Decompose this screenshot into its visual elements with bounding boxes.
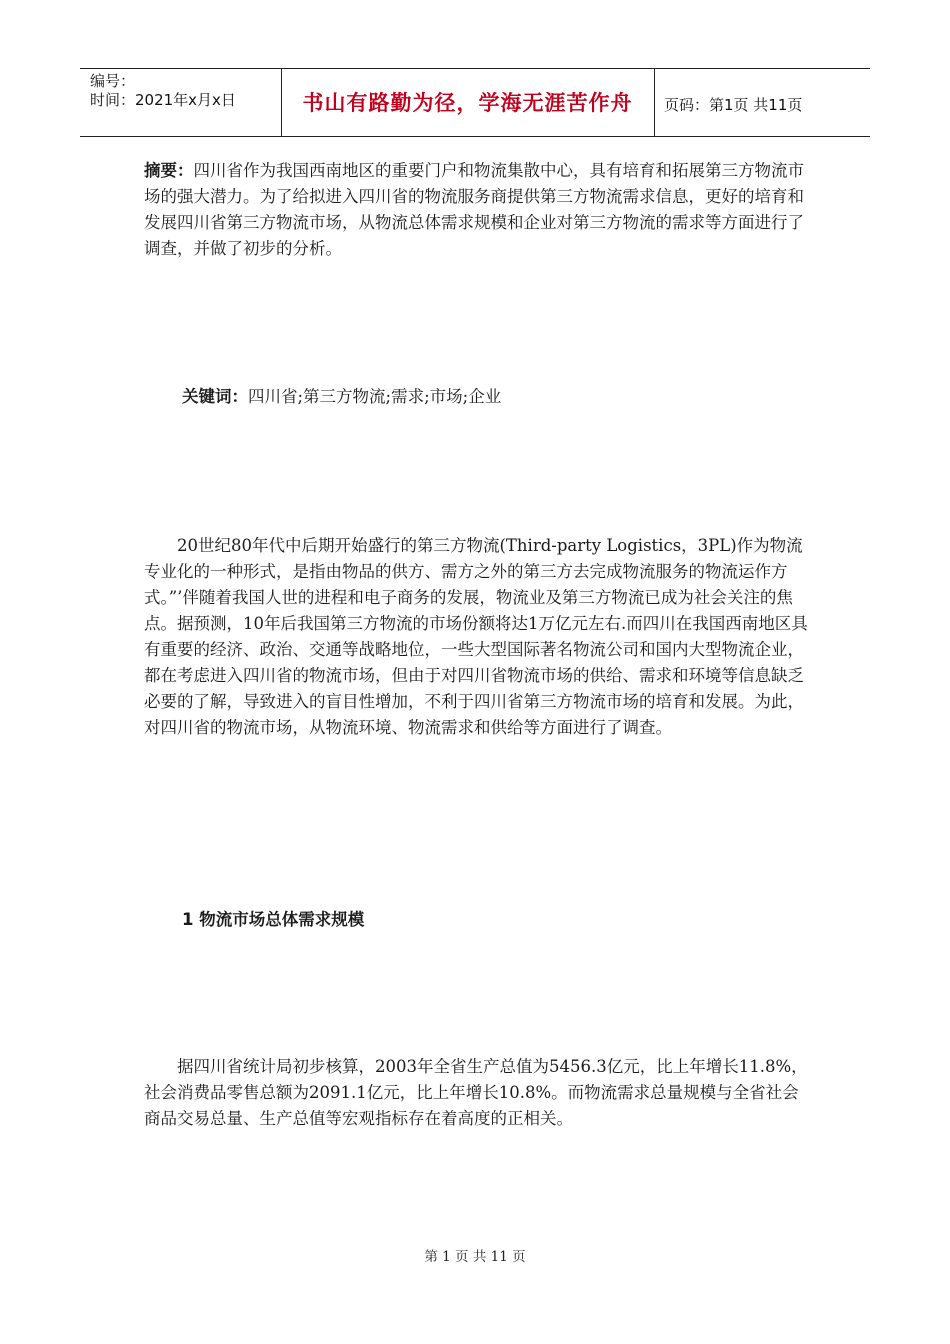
- page-footer: 第 1 页 共 11 页: [424, 1249, 526, 1265]
- abstract-paragraph: [144, 158, 812, 262]
- header-motto: 书山有路勤为径，学海无涯苦作舟: [302, 91, 633, 115]
- header-bottom-rule: [80, 136, 870, 137]
- header-divider-right: [654, 68, 655, 136]
- section-1-paragraph: 据四川省统计局初步核算，2003年全省生产总值为5456.3亿元，比上年增长11.8%，社会消费品零售总额为2091.1亿元，比上年增长10.8%。而物流需求总量规模与全省社会商品交易总量、生产总值等宏观指标存在着高度的正相关。: [144, 1057, 808, 1128]
- header-page-info: 页码：第1页 共11页: [664, 96, 803, 114]
- keywords-text: 四川省;第三方物流;需求;市场;企业: [248, 387, 502, 406]
- abstract-text: 四川省作为我国西南地区的重要门户和物流集散中心，具有培育和拓展第三方物流市场的强大潜力。为了给拟进入四川省的物流服务商提供第三方物流需求信息，更好的培育和发展四川省第三方物流市场，从物流总体需求规模和企业对第三方物流的需求等方面进行了调查，并做了初步的分析。: [144, 161, 804, 258]
- abstract-label: 摘要：: [144, 161, 194, 180]
- document-number-label: 编号：: [90, 72, 136, 90]
- keywords-label: 关键词：: [182, 387, 248, 406]
- header-meta: [90, 72, 236, 110]
- document-time-label: 时间：2021年x月x日: [90, 91, 236, 109]
- intro-paragraph: 20世纪80年代中后期开始盛行的第三方物流(Third-party Logistics，3PL)作为物流专业化的一种形式，是指由物品的供方、需方之外的第三方去完成物流服务的物流运作方式。”’伴随着我国人世的进程和电子商务的发展，物流业及第三方物流已成为社会关注的焦点。据预测，10年后我国第三方物流的市场份额将达1万亿元左右.而四川在我国西南地区具有重要的经济、政治、交通等战略地位，一些大型国际著名物流公司和国内大型物流企业，都在考虑进入四川省的物流市场，但由于对四川省物流市场的供给、需求和环境等信息缺乏必要的了解，导致进入的盲目性增加，不利于四川省第三方物流市场的培育和发展。为此，对四川省的物流市场，从物流环境、物流需求和供给等方面进行了调查。: [144, 536, 808, 737]
- keywords-line: [182, 384, 501, 410]
- section-1-heading: 1 物流市场总体需求规模: [182, 910, 365, 929]
